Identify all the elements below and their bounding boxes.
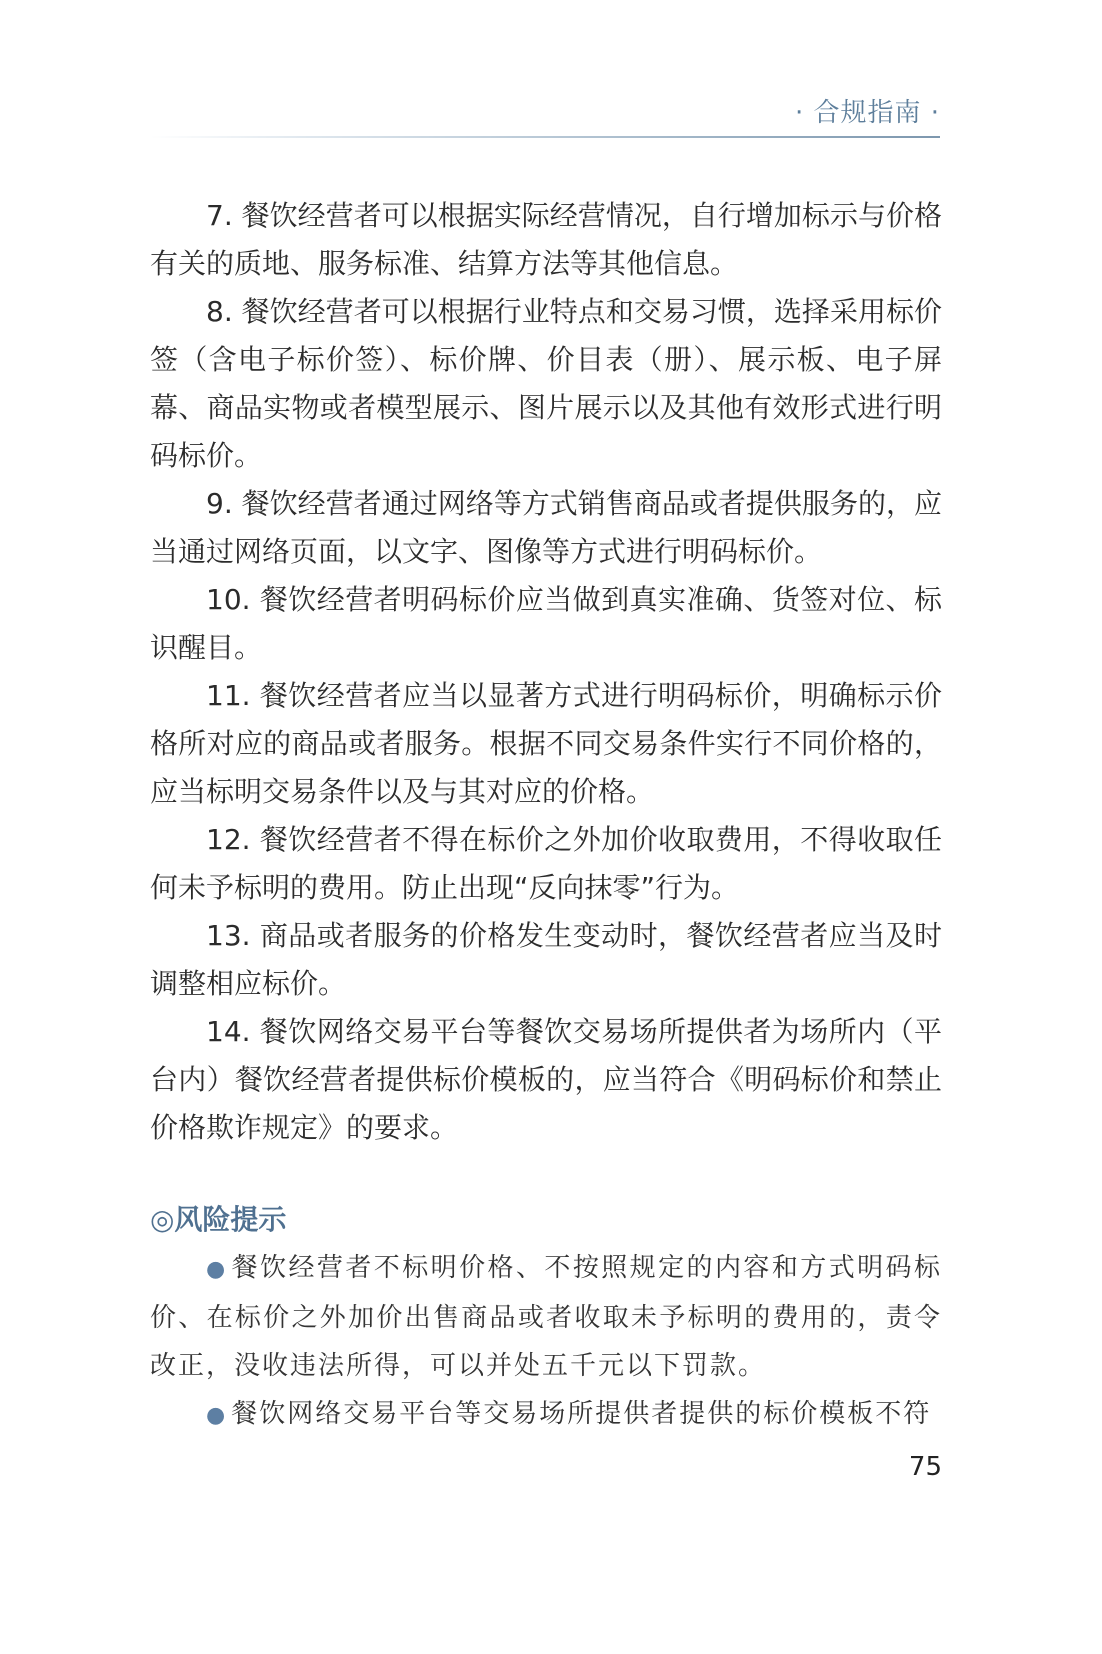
page-number: 75: [908, 1452, 942, 1482]
paragraph-item-9: 9. 餐饮经营者通过网络等方式销售商品或者提供服务的，应当通过网络页面，以文字、图像等方式进行明码标价。: [150, 487, 942, 568]
paragraph-item-14: 14. 餐饮网络交易平台等餐饮交易场所提供者为场所内（平台内）餐饮经营者提供标价模板的，应当符合《明码标价和禁止价格欺诈规定》的要求。: [150, 1015, 942, 1144]
risk-section-heading: ◎风险提示: [150, 1203, 287, 1236]
paragraph-item-11: 11. 餐饮经营者应当以显著方式进行明码标价，明确标示价格所对应的商品或者服务。根据不同交易条件实行不同价格的，应当标明交易条件以及与其对应的价格。: [150, 679, 942, 808]
header-divider: [150, 136, 940, 138]
paragraph-item-7: 7. 餐饮经营者可以根据实际经营情况，自行增加标示与价格有关的质地、服务标准、结算方法等其他信息。: [150, 199, 942, 280]
paragraph-item-8: 8. 餐饮经营者可以根据行业特点和交易习惯，选择采用标价签（含电子标价签）、标价牌、价目表（册）、展示板、电子屏幕、商品实物或者模型展示、图片展示以及其他有效形式进行明码标价。: [150, 295, 942, 472]
paragraph-item-10: 10. 餐饮经营者明码标价应当做到真实准确、货签对位、标识醒目。: [150, 583, 942, 664]
risk-item-text: 餐饮经营者不标明价格、不按照规定的内容和方式明码标价、在标价之外加价出售商品或者收取未予标明的费用的，责令改正，没收违法所得，可以并处五千元以下罚款。: [150, 1253, 942, 1381]
running-header: [150, 92, 940, 138]
section-title: · 合规指南 ·: [794, 98, 940, 128]
paragraph-item-13: 13. 商品或者服务的价格发生变动时，餐饮经营者应当及时调整相应标价。: [150, 919, 942, 1000]
risk-item: [150, 1244, 942, 1390]
bullet-dot-icon: ●: [206, 1257, 228, 1282]
bullet-dot-icon: ●: [206, 1403, 228, 1428]
page-body: [150, 192, 942, 1440]
risk-item-text: 餐饮网络交易平台等交易场所提供者提供的标价模板不符: [231, 1399, 932, 1429]
paragraph-item-12: 12. 餐饮经营者不得在标价之外加价收取费用，不得收取任何未予标明的费用。防止出现“反向抹零”行为。: [150, 823, 942, 904]
risk-item: [150, 1390, 942, 1440]
